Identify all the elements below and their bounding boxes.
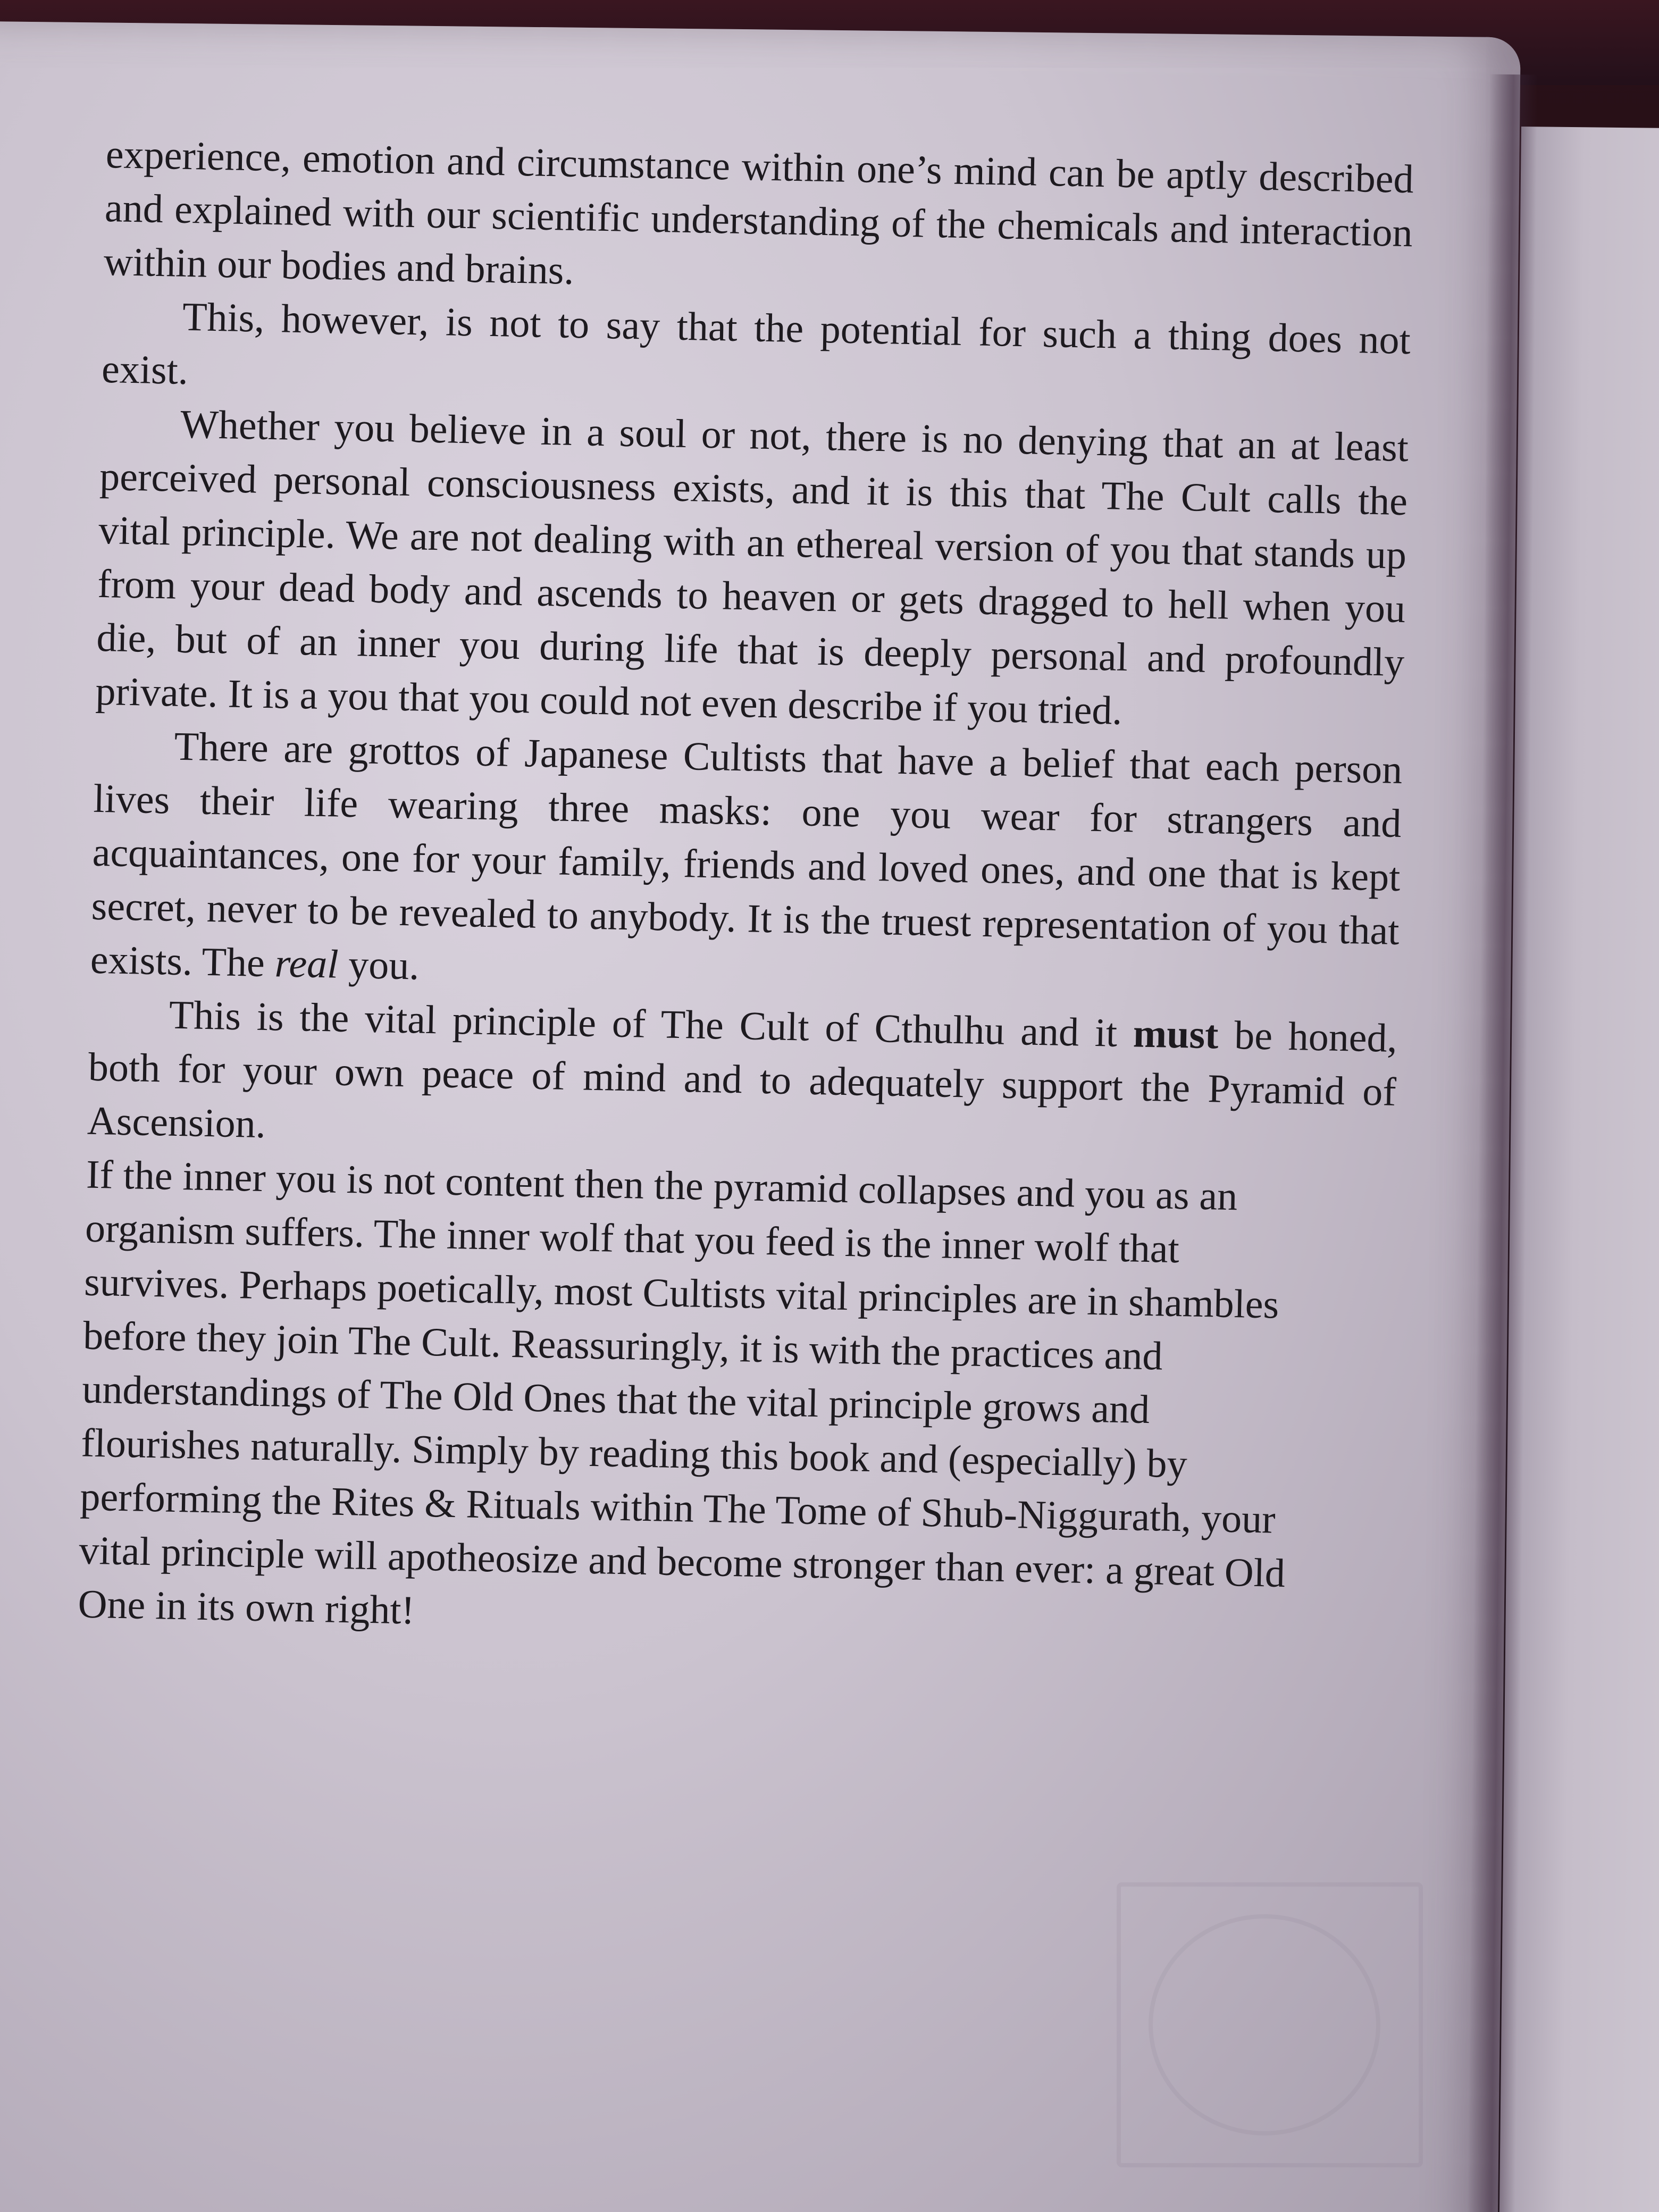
paragraph — [87, 987, 1397, 1173]
paragraph — [95, 396, 1409, 743]
italic-emphasis: real — [274, 941, 339, 987]
paragraph-text: This is the vital principle of The Cult of Cthulhu and it — [169, 992, 1134, 1056]
paragraph-text: Whether you believe in a soul or not, there is no denying that an at least perceived personal consciousness exists, and it is this that The Cult calls the vital principle. We are not dealing with an ethereal version of you that stands up from your dead body and ascends to heaven or gets dragged to hell when you die, but of an inner you during life that is deeply personal and profoundly private. It is a you that you could not even describe if you tried. — [95, 401, 1409, 733]
paragraph-text: you. — [338, 942, 420, 988]
bold-emphasis: must — [1133, 1011, 1219, 1058]
paragraph — [103, 128, 1414, 314]
paragraph-text: experience, emotion and circumstance within one’s mind can be aptly described and explained with our scientific understanding of the chemicals and interaction within our bodies and brains. — [103, 131, 1414, 293]
page-body-text — [78, 128, 1414, 1656]
bleed-through-diagram-circle — [1149, 1914, 1380, 2135]
paragraph-text: be honed, both for your own peace of mind and to adequately support the Pyramid of Ascension. — [87, 1012, 1398, 1147]
paragraph — [90, 718, 1403, 1012]
paragraph-text: If the inner you is not content then the pyramid collapses and you as an organism suffers. The inner wolf that you feed is the inner wolf that survives. Perhaps poetically, most Cultists vital principles are in shambles before they join The Cult. Reassuringly, it is with the practices and understandings of The Old Ones that the vital principle grows and flourishes naturally. Simply by reading this book and (especially) by performing the Rites & Rituals within The Tome of Shub-Niggurath, your vital principle will apotheosize and become stronger than ever: a great Old One in its own right! — [77, 1152, 1286, 1633]
paragraph — [78, 1148, 1310, 1655]
paragraph-text: There are grottos of Japanese Cultists that have a belief that each person lives their life wearing three masks: one you wear for strangers and acquaintances, one for your family, friends and loved ones, and one that is kept secret, never to be revealed to anybody. It is the truest representation of you that exists. The — [90, 724, 1403, 986]
paragraph-text: This, however, is not to say that the potential for such a thing does not exist. — [101, 294, 1411, 393]
